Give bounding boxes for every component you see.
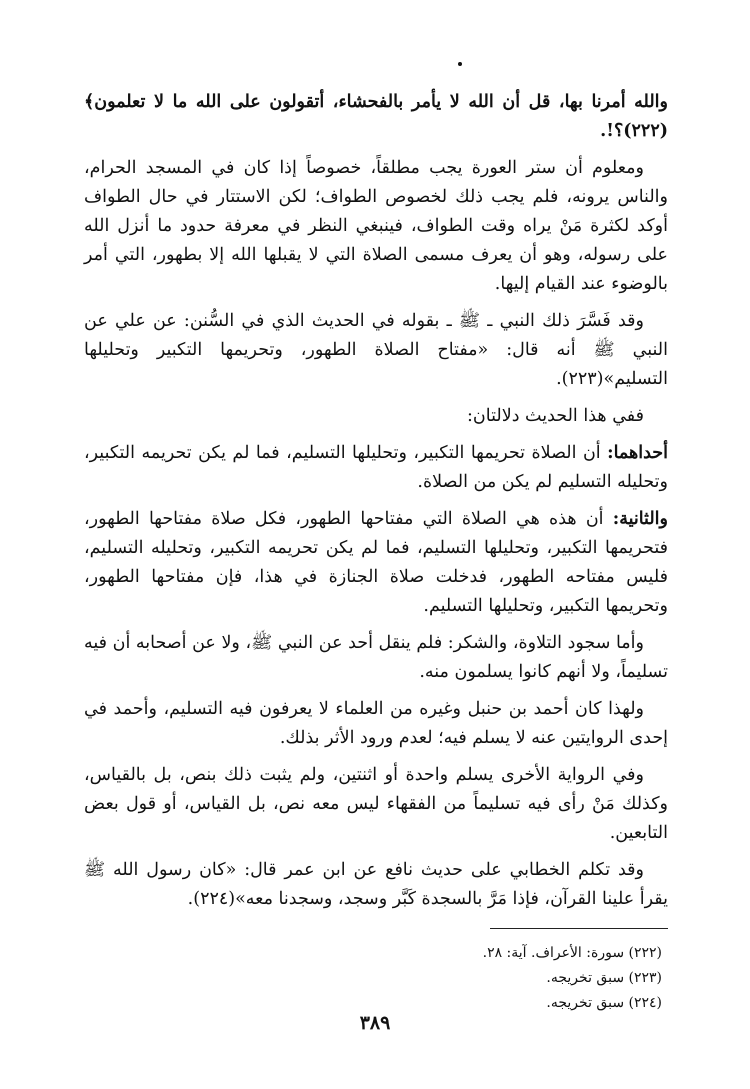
footnote: (٢٢٢) سورة: الأعراف. آية: ٢٨.: [482, 945, 662, 961]
paragraph-text: وقد تكلم الخطابي على حديث نافع عن ابن عمر قال: «كان رسول الله ﷺ يقرأ علينا القرآن، فإذا مَرَّ بالسجدة كَبَّر وسجد، وسجدنا معه»(٢٢٤).: [84, 860, 668, 909]
paragraph-text: وقد فَسَّرَ ذلك النبي ـ ﷺ ـ بقوله في الحديث الذي في السُّنن: عن علي عن النبي ﷺ أنه قال: «مفتاح الصلاة الطهور، وتحريمها التكبير وتحليلها التسليم»(٢٢٣).: [84, 311, 668, 389]
paragraph: [84, 761, 668, 848]
paragraph-text: وأما سجود التلاوة، والشكر: فلم ينقل أحد عن النبي ﷺ، ولا عن أصحابه أن فيه تسليماً، ولا أنهم كانوا يسلمون منه.: [84, 633, 668, 682]
paragraph: [84, 402, 668, 431]
page-number: ٣٨٩: [359, 1012, 391, 1034]
paragraph-text: ومعلوم أن ستر العورة يجب مطلقاً، خصوصاً إذا كان في المسجد الحرام، والناس يرونه، فلم يجب ذلك لخصوص الطواف؛ لكن الاستتار في حال الطواف أوكد لكثرة مَنْ يراه وقت الطواف، فينبغي النظر في معرفة حدود ما أنزل الله على رسوله، وهو أن يعرف مسمى الصلاة التي لا يقبلها الله إلا بطهور، التي أمر بالوضوء عند القيام إليها.: [84, 158, 668, 294]
footnotes: [84, 941, 668, 1016]
footnote: (٢٢٣) سبق تخريجه.: [546, 970, 662, 986]
paragraph: [84, 88, 668, 146]
paragraph-text: وفي الرواية الأخرى يسلم واحدة أو اثنتين، ولم يثبت ذلك بنص، بل بالقياس، وكذلك مَنْ رأى فيه تسليماً من الفقهاء ليس معه نص، بل القياس، أو قول بعض التابعين.: [84, 765, 668, 843]
paragraph-lead: والثانية:: [612, 509, 668, 529]
top-dot-mark: [458, 62, 462, 66]
paragraph-text: والله أمرنا بها، قل أن الله لا يأمر بالفحشاء، أتقولون على الله ما لا تعلمون﴾(٢٢٢)؟!.: [84, 92, 668, 141]
footnote: (٢٢٤) سبق تخريجه.: [546, 995, 662, 1011]
paragraph: [84, 154, 668, 299]
paragraph: [84, 439, 668, 497]
paragraph-text: ولهذا كان أحمد بن حنبل وغيره من العلماء لا يعرفون فيه التسليم، وأحمد في إحدى الروايتين عنه لا يسلم فيه؛ لعدم ورود الأثر بذلك.: [84, 699, 668, 748]
paragraph-text: أن الصلاة تحريمها التكبير، وتحليلها التسليم، فما لم يكن تحريمه التكبير، وتحليله التسليم لم يكن من الصلاة.: [84, 443, 668, 492]
paragraph: [84, 307, 668, 394]
paragraph: [84, 856, 668, 914]
paragraph-text: ففي هذا الحديث دلالتان:: [467, 406, 644, 426]
paragraph: [84, 505, 668, 621]
paragraph-text: أن هذه هي الصلاة التي مفتاحها الطهور، فكل صلاة مفتاحها الطهور، فتحريمها التكبير، وتحليلها التسليم، فما لم يكن تحريمه التكبير، وتحليله التسليم، فليس مفتاحه الطهور، فدخلت صلاة الجنازة في هذا، فإن مفتاحها الطهور، وتحريمها التكبير، وتحليلها التسليم.: [84, 509, 668, 616]
footnote-divider: [490, 928, 668, 929]
main-text: [84, 88, 668, 914]
paragraph-lead: أحداهما:: [607, 443, 668, 463]
paragraph: [84, 695, 668, 753]
paragraph: [84, 629, 668, 687]
